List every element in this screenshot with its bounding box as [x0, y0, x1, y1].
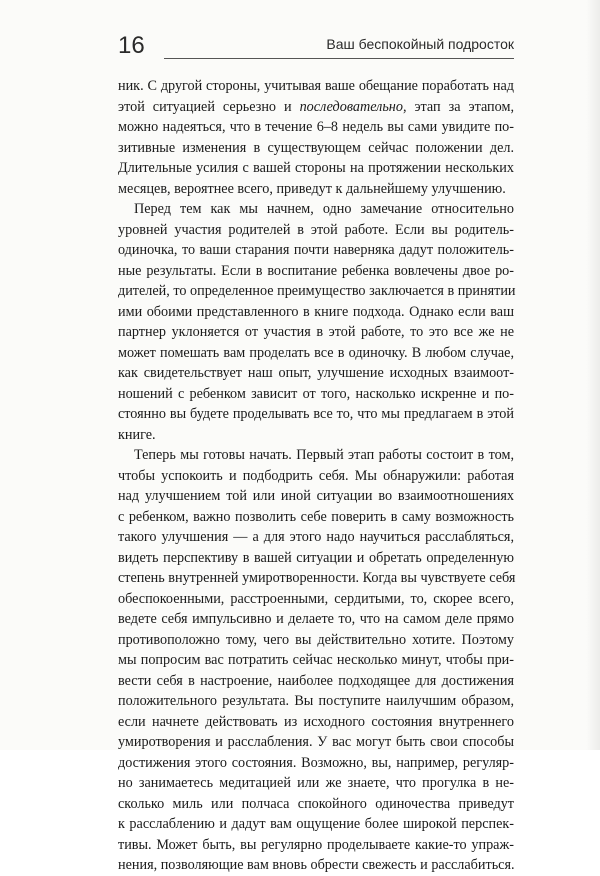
- text-line: положительного результата. Вы поступите наилучшим образом,: [118, 693, 514, 709]
- text-line: зитивные изменения в существующем сейчас положении дел.: [118, 139, 514, 156]
- text-line: обеспокоенными, расстроенными, сердитыми, то, скорее всего,: [118, 590, 514, 607]
- text-line: к расслаблению и дадут вам ощущение более широкой перспек-: [118, 816, 514, 832]
- text-line: тивы. Может быть, вы регулярно проделываете какие-то упраж-: [118, 836, 514, 853]
- text-line: Длительные усилия с вашей стороны на протяжении нескольких: [118, 160, 514, 176]
- text-line: партнер уклоняется от участия в этой работе, то это все же не: [118, 324, 514, 340]
- text-line: ими обоими представленного в книге подхода. Однако если ваш: [118, 303, 514, 320]
- text-line: с ребенком, важно позволить себе поверить в саму возможность: [118, 508, 514, 525]
- body-text: [118, 76, 514, 876]
- text-segment: этой ситуацией серьезно и: [118, 98, 300, 115]
- text-line: достижения этого состояния. Возможно, вы, например, регуляр-: [118, 754, 514, 771]
- running-title: Ваш беспокойный подросток: [326, 36, 514, 52]
- emphasized-word: последовательно: [299, 98, 403, 115]
- text-line: умиротворения и расслабления. У вас могут быть свои способы: [118, 734, 514, 750]
- text-line: ведете себя импульсивно и делаете то, что на самом деле прямо: [118, 611, 514, 627]
- text-line: чтобы успокоить и подбодрить себя. Мы обнаружили: работая: [118, 467, 514, 484]
- text-line: Перед тем как мы начнем, одно замечание относительно: [134, 201, 514, 217]
- header-rule: [164, 58, 514, 59]
- text-line: стоянно вы будете проделывать все то, что мы предлагаем в этой: [118, 406, 514, 422]
- text-line: мы попросим вас потратить сейчас несколько минут, чтобы при-: [118, 652, 514, 668]
- text-line: противоположно тому, чего вы действительно хотите. Поэтому: [118, 631, 514, 648]
- paragraph-3: [118, 445, 514, 876]
- text-line: Теперь мы готовы начать. Первый этап работы состоит в том,: [134, 447, 514, 463]
- text-line: если начнете действовать из исходного состояния внутреннего: [118, 713, 514, 730]
- text-line: может помешать вам проделать все в одиночку. В любом случае,: [118, 344, 514, 361]
- text-line: можно надеяться, что в течение 6–8 недель вы сами увидите по-: [118, 119, 514, 135]
- page-edge-shadow: [586, 0, 600, 750]
- page-number: 16: [118, 32, 145, 59]
- text-segment: , этап за этапом,: [402, 98, 514, 115]
- text-line: ник. С другой стороны, учитывая ваше обещание поработать над: [118, 78, 514, 94]
- text-line: такого улучшения — а для этого надо научиться расслабляться,: [118, 529, 514, 545]
- text-line: [118, 97, 514, 118]
- text-line: нения, позволяющие вам вновь обрести свежесть и расслабиться.: [118, 857, 515, 873]
- text-line: над улучшением той или иной ситуации во взаимоотношениях: [118, 488, 514, 504]
- text-line: вести себя в настроение, наиболее подходящее для достижения: [118, 672, 514, 689]
- text-line: месяцев, вероятнее всего, приведут к дальнейшему улучшению.: [118, 180, 506, 197]
- text-line: как свидетельствует наш опыт, улучшение исходных взаимоот-: [118, 365, 514, 381]
- text-line: но занимаетесь медитацией или же знаете, что прогулка в не-: [118, 775, 514, 791]
- text-line: ношений с ребенком зависит от того, насколько искренне и по-: [118, 385, 514, 402]
- text-line: дителей, то определенное преимущество заключается в принятии: [118, 283, 516, 299]
- text-line: уровней участия родителей в этой работе. Если вы родитель-: [118, 221, 514, 238]
- text-line: видеть перспективу в вашей ситуации и обретать определенную: [118, 549, 514, 566]
- text-line: книге.: [118, 426, 156, 443]
- text-line: одиночка, то ваши старания почти наверняка дадут положитель-: [118, 242, 514, 258]
- paragraph-2: [118, 199, 514, 445]
- paragraph-1: [118, 76, 514, 199]
- text-line: сколько миль или полчаса спокойного одиночества приведут: [118, 795, 514, 812]
- text-line: ные результаты. Если в воспитание ребенка вовлечены двое ро-: [118, 262, 514, 279]
- text-line: степень внутренней умиротворенности. Когда вы чувствуете себя: [118, 570, 516, 586]
